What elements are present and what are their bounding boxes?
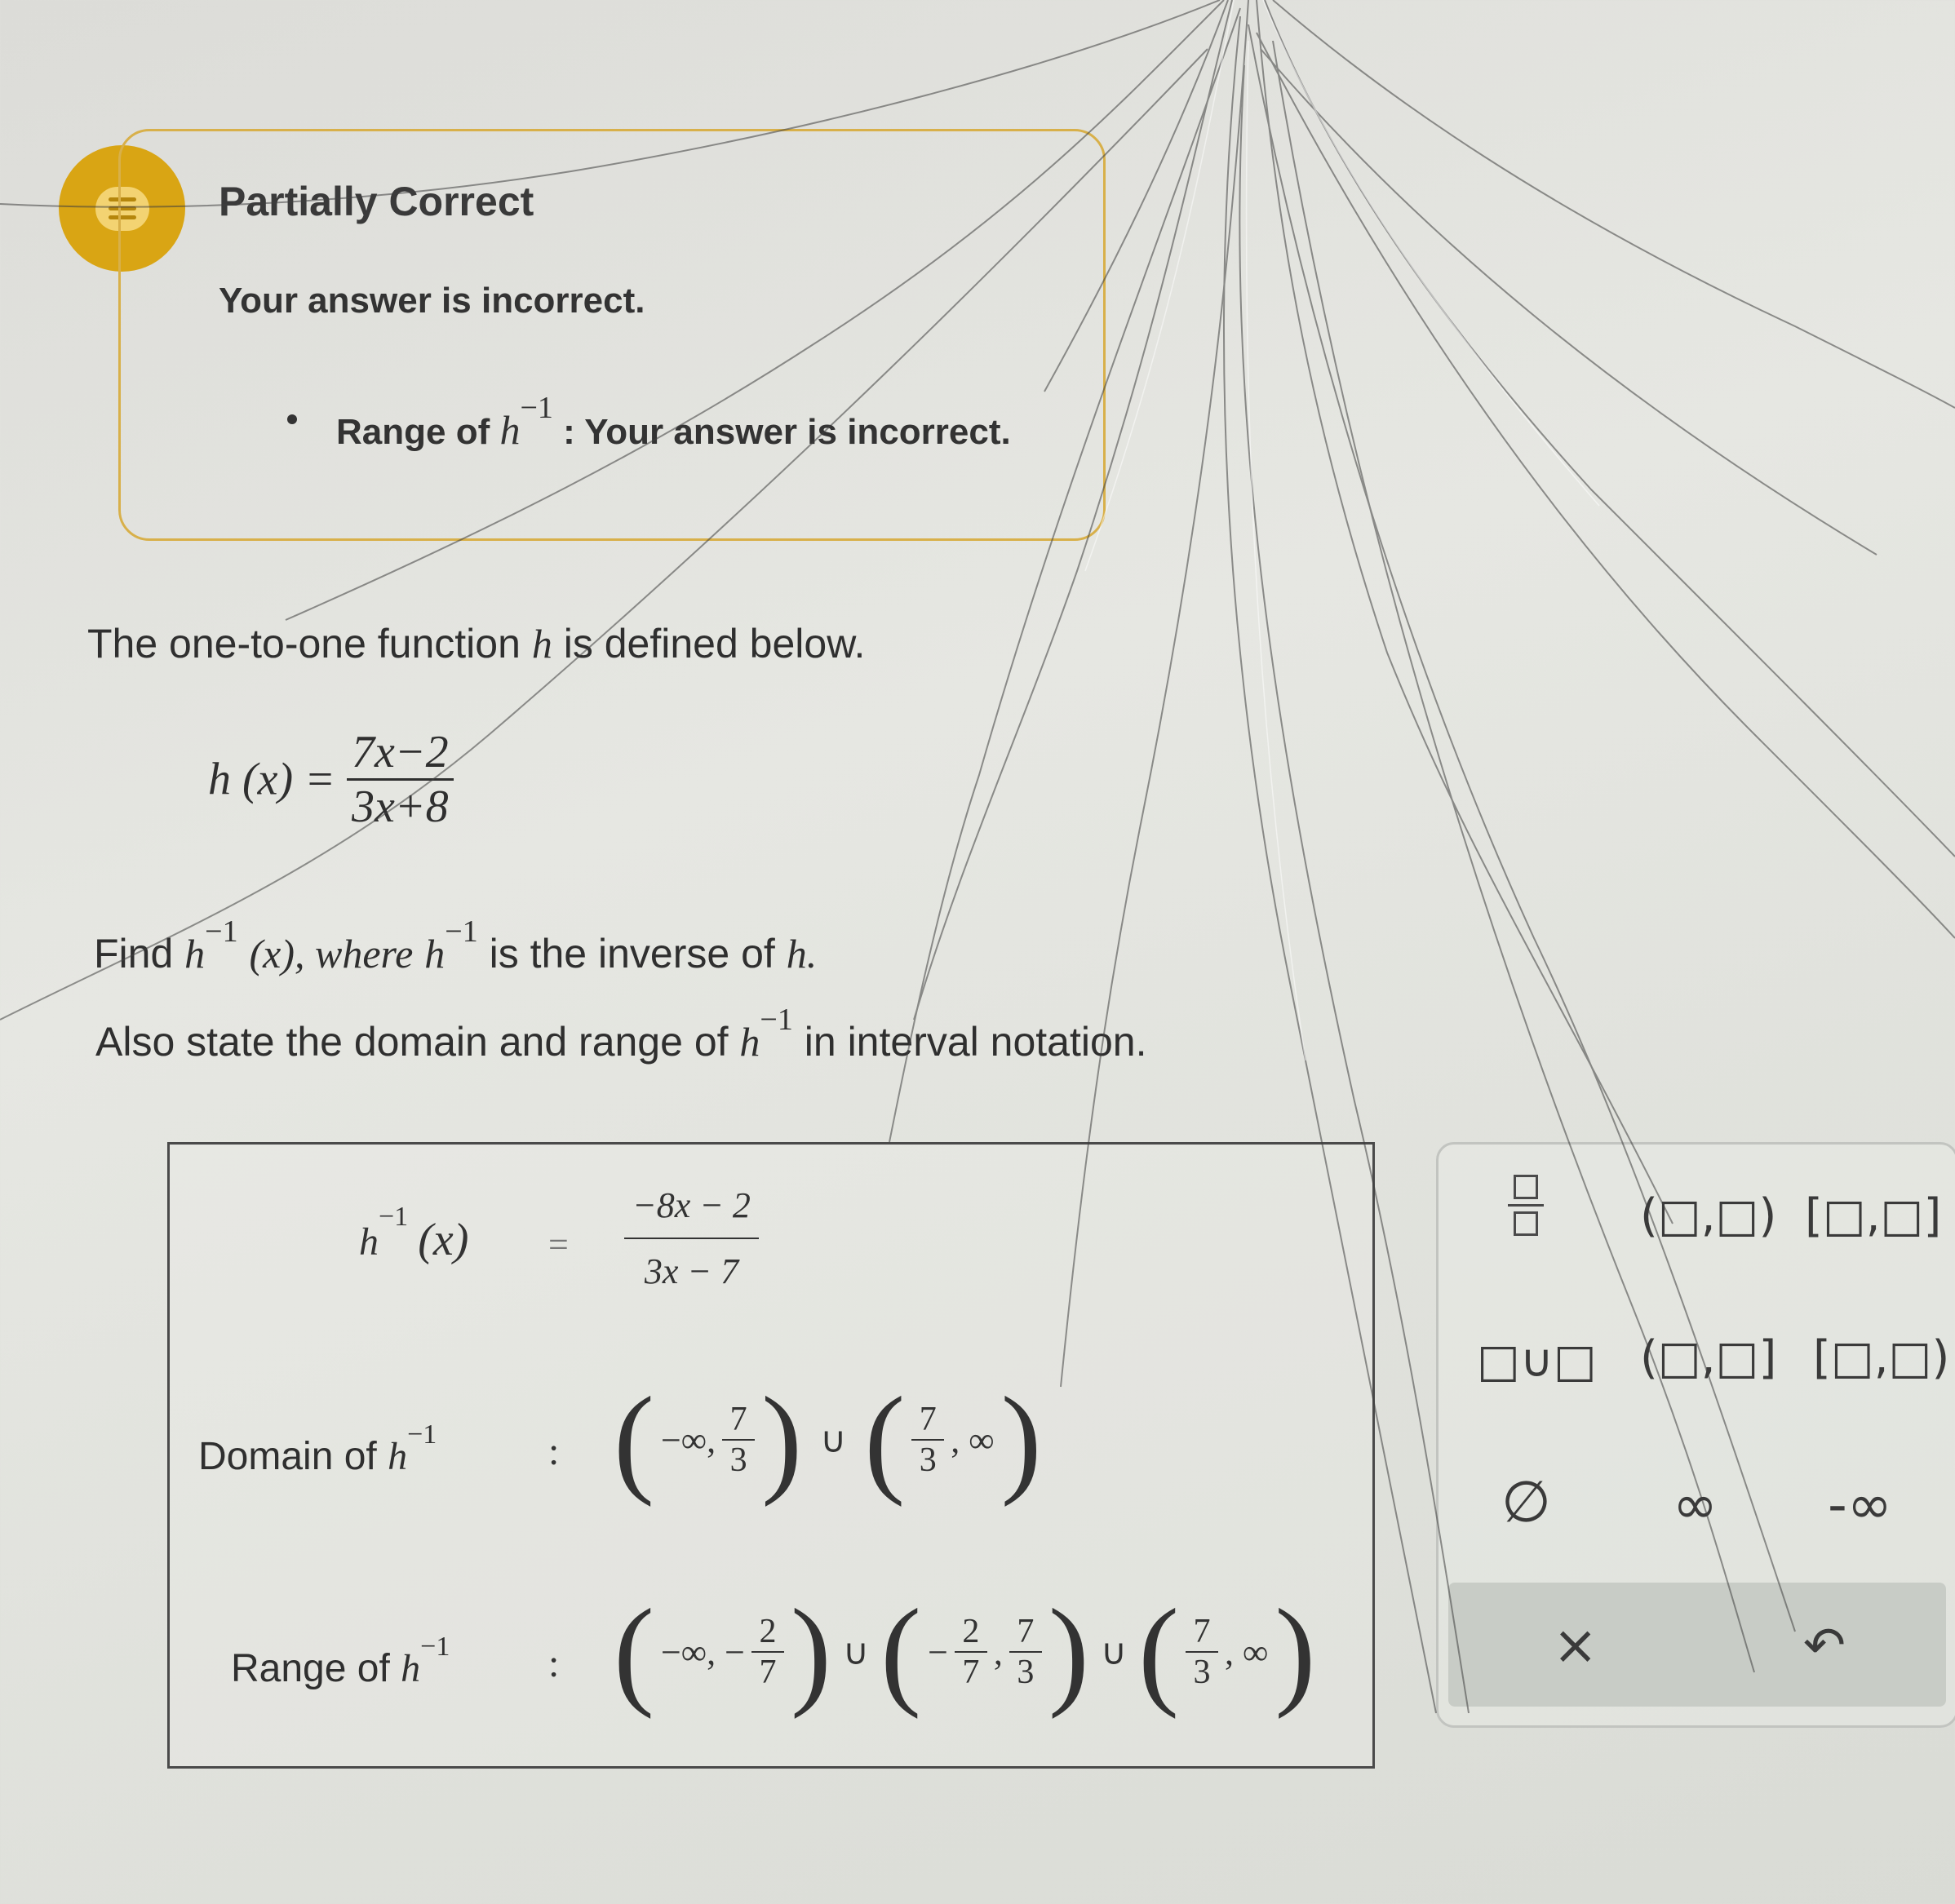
also-fn: h bbox=[739, 1019, 760, 1065]
paren-right: ) bbox=[1275, 1584, 1316, 1720]
inverse-denominator: 3x − 7 bbox=[644, 1251, 739, 1291]
key-infinity[interactable]: ∞ bbox=[1673, 1473, 1718, 1536]
domain-i1-den: 3 bbox=[729, 1441, 747, 1479]
domain-answer-field[interactable] bbox=[614, 1372, 1042, 1508]
inverse-label bbox=[359, 1202, 469, 1266]
range-i2-den2: 3 bbox=[1017, 1654, 1035, 1691]
problem-intro bbox=[87, 620, 865, 667]
domain-label-text: Domain of bbox=[198, 1435, 377, 1478]
also-instruction bbox=[95, 1003, 1147, 1065]
union-symbol: ∪ bbox=[820, 1419, 847, 1460]
find-sup: −1 bbox=[205, 914, 238, 949]
range-fn: h bbox=[401, 1647, 421, 1690]
range-label bbox=[231, 1632, 450, 1691]
range-sup: −1 bbox=[420, 1632, 450, 1662]
key-open-open[interactable]: (□,□) bbox=[1640, 1189, 1777, 1242]
find-fn3: h. bbox=[786, 931, 818, 976]
domain-fn: h bbox=[388, 1435, 408, 1478]
paren-left: ( bbox=[1138, 1584, 1180, 1720]
domain-i1-left: −∞, bbox=[660, 1419, 716, 1460]
def-fraction bbox=[347, 726, 454, 833]
paren-right: ) bbox=[761, 1372, 803, 1508]
paren-left: ( bbox=[614, 1584, 654, 1720]
range-i3-den: 3 bbox=[1193, 1654, 1211, 1691]
inverse-fn: h bbox=[359, 1220, 379, 1264]
find-fn: h bbox=[184, 931, 206, 976]
range-i1-left: −∞, − bbox=[660, 1632, 745, 1672]
range-i2-num1: 2 bbox=[962, 1613, 980, 1650]
domain-colon: : bbox=[548, 1430, 560, 1473]
keypad-action-row bbox=[1448, 1583, 1946, 1707]
def-denominator: 3x+8 bbox=[351, 782, 449, 832]
also-sup: −1 bbox=[760, 1003, 793, 1037]
inverse-numerator: −8x − 2 bbox=[632, 1185, 751, 1225]
range-colon: : bbox=[548, 1642, 560, 1685]
range-i3-right: , ∞ bbox=[1225, 1632, 1269, 1672]
range-answer-field[interactable]: ( −∞, − 2 7 ) ∪ ( − 2 7 , 7 3 ) ∪ ( 7 3 , ∞ ) bbox=[614, 1584, 1316, 1720]
undo-icon[interactable]: ↶ bbox=[1803, 1615, 1846, 1675]
key-open-closed[interactable]: (□,□] bbox=[1640, 1331, 1777, 1384]
paren-left: ( bbox=[614, 1372, 654, 1508]
clear-icon[interactable]: × bbox=[1553, 1614, 1598, 1676]
range-i3-num: 7 bbox=[1193, 1613, 1211, 1650]
fraction-icon[interactable] bbox=[1508, 1175, 1544, 1236]
equals-sign: = bbox=[548, 1224, 569, 1264]
def-lhs: h (x) = bbox=[208, 754, 335, 805]
paren-left: ( bbox=[864, 1372, 906, 1508]
key-closed-closed[interactable]: [□,□] bbox=[1805, 1189, 1942, 1242]
range-i1-num: 2 bbox=[759, 1613, 777, 1650]
inverse-sup: −1 bbox=[379, 1202, 409, 1232]
inverse-arg: (x) bbox=[418, 1215, 469, 1265]
def-numerator: 7x−2 bbox=[351, 727, 449, 777]
feedback-range-sup: −1 bbox=[520, 391, 553, 425]
range-i2-den1: 7 bbox=[962, 1654, 980, 1691]
key-union[interactable]: □∪□ bbox=[1477, 1335, 1597, 1388]
feedback-title: Partially Correct bbox=[219, 179, 534, 224]
feedback-range-text: : Your answer is incorrect. bbox=[563, 412, 1011, 452]
key-closed-open[interactable]: [□,□) bbox=[1813, 1331, 1950, 1384]
intro-fn: h bbox=[531, 621, 552, 666]
domain-i1-num: 7 bbox=[729, 1401, 747, 1438]
domain-i2-den: 3 bbox=[919, 1441, 937, 1479]
intro-text-b: is defined below. bbox=[563, 621, 866, 666]
domain-i2-right: , ∞ bbox=[951, 1419, 995, 1460]
find-arg: (x), where bbox=[249, 931, 414, 976]
find-text-a: Find bbox=[94, 931, 174, 976]
range-i1-den: 7 bbox=[759, 1654, 777, 1691]
find-fn2: h bbox=[424, 931, 446, 976]
also-text-a: Also state the domain and range of bbox=[95, 1019, 729, 1065]
function-definition bbox=[208, 726, 454, 833]
inverse-answer-field[interactable] bbox=[624, 1184, 759, 1292]
bullet-icon bbox=[287, 414, 297, 424]
feedback-range-label: Range of bbox=[336, 412, 490, 452]
find-text-b: is the inverse of bbox=[489, 931, 775, 976]
range-i2-num2: 7 bbox=[1017, 1613, 1035, 1650]
also-text-b: in interval notation. bbox=[804, 1019, 1147, 1065]
paren-right: ) bbox=[1000, 1372, 1042, 1508]
feedback-range-fn: h bbox=[499, 407, 521, 453]
find-sup2: −1 bbox=[445, 914, 478, 949]
range-i2-neg: − bbox=[928, 1632, 948, 1672]
intro-text-a: The one-to-one function bbox=[87, 621, 521, 666]
find-instruction bbox=[94, 914, 818, 977]
feedback-range-message bbox=[336, 391, 1011, 454]
union-symbol: ∪ bbox=[842, 1632, 870, 1672]
key-empty-set[interactable]: ∅ bbox=[1501, 1468, 1551, 1535]
domain-label bbox=[198, 1419, 437, 1479]
feedback-message: Your answer is incorrect. bbox=[219, 281, 645, 321]
domain-sup: −1 bbox=[407, 1419, 437, 1450]
paren-left: ( bbox=[880, 1584, 922, 1720]
key-negative-infinity[interactable]: -∞ bbox=[1828, 1473, 1892, 1536]
paren-right: ) bbox=[1048, 1584, 1089, 1720]
paren-right: ) bbox=[790, 1584, 831, 1720]
union-symbol: ∪ bbox=[1100, 1632, 1128, 1672]
domain-i2-num: 7 bbox=[919, 1401, 937, 1438]
range-label-text: Range of bbox=[231, 1647, 390, 1690]
